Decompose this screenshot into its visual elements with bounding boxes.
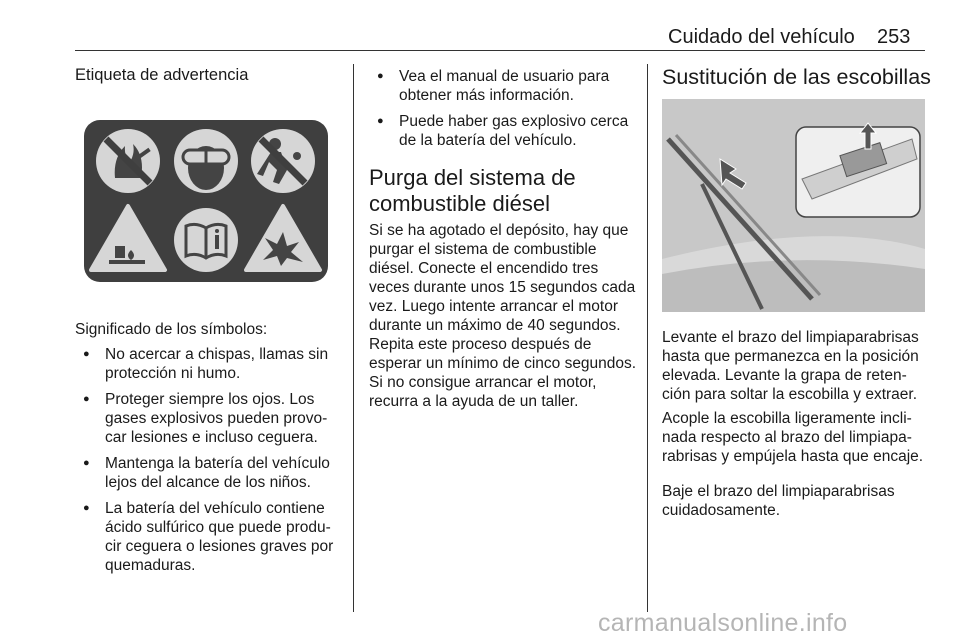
list-item: ● Puede haber gas explosivo cerca de la batería del vehículo. — [369, 112, 637, 150]
warning-label-illustration — [75, 98, 337, 306]
symbols-intro: Significado de los símbolos: — [75, 321, 268, 338]
wiper-figure — [662, 99, 925, 312]
read-manual-icon — [174, 208, 238, 272]
list-item: ● Vea el manual de usuario para obtener más información. — [369, 67, 637, 105]
diesel-purge-paragraph: Si se ha agotado el depósito, hay que purgar el sistema de combustible diésel. Conecte el encendido tres veces durante unos 15 segundos cada vez. Luego intente arrancar el motor durante un máximo de 40 segundos. Repita este proceso después de esperar un mínimo de cinco segundos. Si no consigue arrancar el motor, recurra a la ayuda de un taller. — [369, 222, 637, 410]
column-divider-1 — [353, 64, 354, 612]
keep-away-children-icon — [251, 129, 315, 193]
column-divider-2 — [647, 64, 648, 612]
wiper-step-3: Baje el brazo del limpiaparabrisas cuidadosamente. — [662, 483, 895, 519]
page-number: 253 — [877, 26, 911, 48]
symbol-meanings-list — [75, 345, 345, 582]
list-item: ● No acercar a chispas, llamas sin protección ni humo. — [75, 345, 345, 383]
battery-info-list — [369, 67, 637, 157]
list-item: ● Proteger siempre los ojos. Los gases explosivos pueden provo- car lesiones e incluso ceguera. — [75, 390, 345, 447]
list-item: ● Mantenga la batería del vehículo lejos del alcance de los niños. — [75, 454, 345, 492]
header-rule — [75, 50, 925, 51]
wiper-step-2: Acople la escobilla ligeramente incli- nada respecto al brazo del limpiapa- rabrisas y empújela hasta que encaje. — [662, 410, 924, 465]
eye-protection-icon — [174, 129, 238, 193]
list-item: ● La batería del vehículo contiene ácido sulfúrico que puede produ- cir ceguera o lesiones graves por quemaduras. — [75, 499, 345, 575]
wiper-blade-illustration — [662, 99, 925, 312]
wiper-step-1: Levante el brazo del limpiaparabrisas hasta que permanezca en la posición elevada. Levante la grapa de reten- ción para soltar la escobilla y extraer. — [662, 329, 919, 403]
warning-label-heading: Etiqueta de advertencia — [75, 66, 249, 84]
warning-label-figure — [75, 98, 337, 306]
section-title: Cuidado del vehículo — [668, 26, 855, 48]
watermark: carmanualsonline.info — [598, 609, 848, 637]
wiper-replacement-heading: Sustitución de las escobillas — [662, 65, 931, 89]
diesel-purge-heading: Purga del sistema de combustible diésel — [369, 165, 576, 216]
no-flames-icon — [96, 129, 160, 193]
